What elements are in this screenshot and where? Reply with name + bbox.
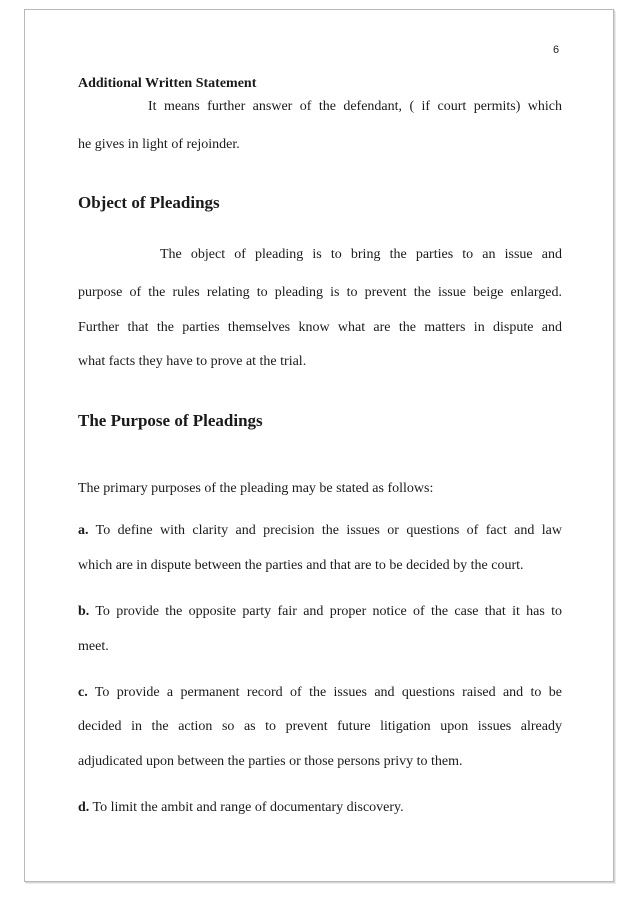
object-line-4: what facts they have to prove at the trial. — [78, 354, 307, 369]
item-marker: d. — [78, 800, 90, 815]
purpose-item-b-line-1 — [78, 602, 562, 621]
item-marker: b. — [78, 604, 90, 619]
additional-written-statement-heading: Additional Written Statement — [78, 76, 257, 91]
object-line-3: Further that the parties themselves know what are the matters in dispute and — [78, 320, 562, 335]
purpose-item-d-line-1 — [78, 798, 562, 817]
purpose-item-b-line-2: meet. — [78, 639, 109, 654]
item-text: To limit the ambit and range of documentary discovery. — [92, 800, 404, 815]
item-marker: a. — [78, 523, 89, 538]
purpose-item-a-line-2: which are in dispute between the parties and that are to be decided by the court. — [78, 558, 524, 573]
item-marker: c. — [78, 685, 88, 700]
additional-line-1: It means further answer of the defendant, ( if court permits) which — [148, 99, 562, 114]
item-text: To provide a permanent record of the issues and questions raised and to be — [94, 685, 563, 700]
object-line-1: The object of pleading is to bring the parties to an issue and — [160, 247, 562, 262]
item-text: To provide the opposite party fair and proper notice of the case that it has to — [95, 604, 562, 619]
purpose-item-c-line-3: adjudicated upon between the parties or those persons privy to them. — [78, 754, 463, 769]
object-of-pleadings-heading: Object of Pleadings — [78, 193, 220, 212]
object-line-2: purpose of the rules relating to pleading is to prevent the issue beige enlarged. — [78, 285, 562, 300]
item-text: To define with clarity and precision the issues or questions of fact and law — [95, 523, 563, 538]
purpose-intro: The primary purposes of the pleading may be stated as follows: — [78, 481, 434, 496]
page-number: 6 — [553, 44, 560, 56]
purpose-of-pleadings-heading: The Purpose of Pleadings — [78, 411, 263, 430]
additional-line-2: he gives in light of rejoinder. — [78, 137, 240, 152]
purpose-item-c-line-2: decided in the action so as to prevent future litigation upon issues already — [78, 719, 562, 734]
purpose-item-a-line-1 — [78, 521, 562, 540]
purpose-item-c-line-1 — [78, 683, 562, 702]
